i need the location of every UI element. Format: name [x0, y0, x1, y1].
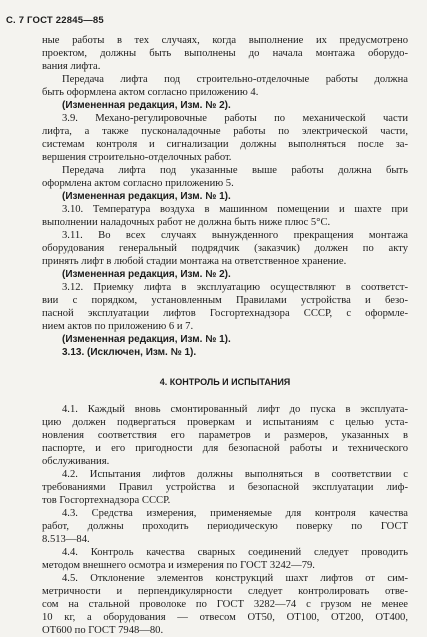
text-line: обслуживания. — [42, 456, 110, 467]
text-line: пасной эксплуатации лифтов Госгортехнадзора СССР, с оформле- — [42, 308, 408, 319]
section-title: 4. КОНТРОЛЬ И ИСПЫТАНИЯ — [159, 377, 291, 387]
text-line: 8.513—84. — [42, 534, 90, 545]
text-line: принять лифт в любой стадии монтажа на ответственное хранение. — [42, 256, 347, 267]
text-line: 3.10. Температура воздуха в машинном помещении и шахте при — [62, 204, 408, 215]
revision-note: (Измененная редакция, Изм. № 2). — [62, 100, 231, 111]
text-line: 10 кг, а оборудования — отвесом ОТ50, ОТ100, ОТ200, ОТ400, — [42, 612, 408, 623]
text-line: метричности и перпендикулярности следует контролировать отве- — [42, 586, 408, 597]
text-line: Передача лифта под строительно-отделочные работы должна — [62, 74, 408, 85]
text-line: новления соответствия его параметров и размеров, указанных в — [42, 430, 408, 441]
text-line: системам контроля и сигнализации должны выполняться после за- — [42, 139, 408, 150]
text-line: паспорте, и его пригодности для безопасной работы и технического — [42, 443, 408, 454]
text-line: нием актов по приложению 6 и 7. — [42, 321, 194, 332]
section-4-text — [42, 403, 408, 637]
text-line: 3.9. Механо-регулировочные работы по механической части — [62, 113, 408, 124]
text-line: вии с порядком, установленным Правилами устройства и безо- — [42, 295, 408, 306]
revision-note: (Измененная редакция, Изм. № 2). — [62, 269, 231, 280]
text-line: 4.4. Контроль качества сварных соединений следует проводить — [62, 547, 408, 558]
page-header: С. 7 ГОСТ 22845—85 — [6, 15, 104, 26]
text-line: оформлена актом согласно приложению 5. — [42, 178, 234, 189]
text-line: быть оформлена актом согласно приложению 4. — [42, 87, 259, 98]
text-line: 4.5. Отклонение элементов конструкций шахт лифтов от сим- — [62, 573, 408, 584]
text-line: ОТ600 по ГОСТ 7948—80. — [42, 625, 164, 636]
text-line: Передача лифта под указанные выше работы должна быть — [62, 165, 408, 176]
text-line: ные работы в тех случаях, когда выполнение их предусмотрено — [42, 35, 408, 46]
text-line: 3.12. Приемку лифта в эксплуатацию осуществляют в соответст- — [62, 282, 408, 293]
section-3-text — [42, 34, 408, 359]
text-line: лифта, а также пусконаладочные работы по электрической части, — [42, 126, 408, 137]
text-line: тов Госгортехнадзора СССР. — [42, 495, 171, 506]
text-line: проектом, должны быть выполнены до начала монтажа оборудо- — [42, 48, 408, 59]
text-line: работ, должны проходить периодическую поверку по ГОСТ — [42, 521, 408, 532]
text-line: 4.1. Каждый вновь смонтированный лифт до пуска в эксплуата- — [62, 404, 408, 415]
revision-note: 3.13. (Исключен, Изм. № 1). — [62, 347, 197, 358]
text-line: 3.11. Во всех случаях вынужденного прекращения монтажа — [62, 230, 408, 241]
text-line: выполнении наладочных работ не должна быть ниже плюс 5°С. — [42, 217, 331, 228]
text-line: 4.3. Средства измерения, применяемые для контроля качества — [62, 508, 408, 519]
text-line: сом на стальной проволоке по ГОСТ 3282—74 с грузом не менее — [42, 599, 408, 610]
revision-note: (Измененная редакция, Изм. № 1). — [62, 191, 231, 202]
text-line: цию должен подвергаться проверкам и испытаниям с целью уста- — [42, 417, 408, 428]
document-body — [42, 34, 408, 637]
text-line: 4.2. Испытания лифтов должны выполняться в соответствии с — [62, 469, 408, 480]
text-line: методом внешнего осмотра и измерения по ГОСТ 3242—79. — [42, 560, 315, 571]
text-line: оборудования генеральный подрядчик (заказчик) должен по акту — [42, 243, 408, 254]
text-line: вершения строительно-отделочных работ. — [42, 152, 232, 163]
text-line: требованиями Правил устройства и безопасной эксплуатации лиф- — [42, 482, 408, 493]
text-line: вания лифта. — [42, 61, 101, 72]
revision-note: (Измененная редакция, Изм. № 1). — [62, 334, 231, 345]
